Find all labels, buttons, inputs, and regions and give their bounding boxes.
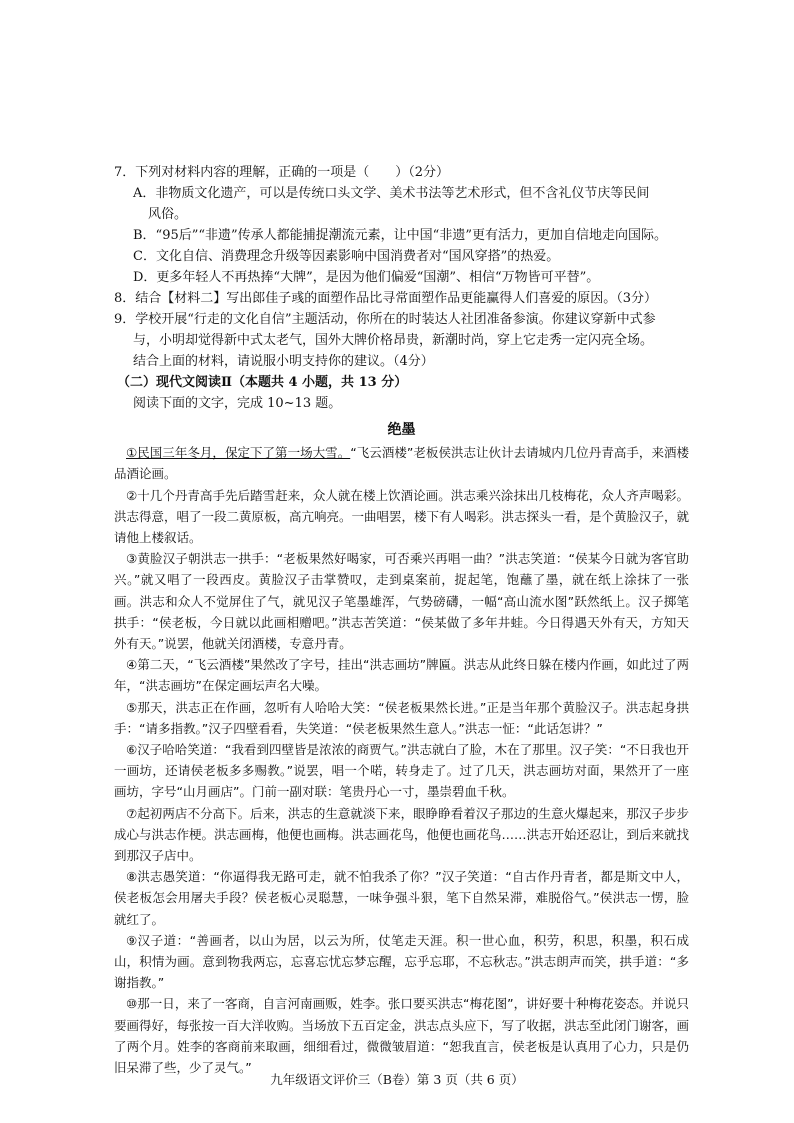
- page-footer: 九年级语文评价三（B卷）第 3 页（共 6 页）: [270, 1072, 524, 1087]
- passage-para-1: [114, 442, 689, 484]
- q7-option-c: C．文化自信、消费理念升级等因素影响中国消费者对“国风穿搭”的热爱。: [133, 249, 560, 264]
- q9-stem-3: 结合上面的材料，请说服小明支持你的建议。（4分）: [133, 354, 434, 369]
- q8-stem: 8．结合【材料二】写出郎佳子彧的面塑作品比寻常面塑作品更能赢得人们喜爱的原因。（3分）: [114, 291, 658, 306]
- passage-para-6: ⑥汉子哈哈笑道：“我看到四壁皆是浓浓的商贾气。”洪志就白了脸，木在了那里。汉子笑：“不日我也开一画坊，还请侯老板多多赐教。”说罢，唱一个喏，转身走了。过了几天，洪志画坊对面，果然开了一座画坊，字号“山月画店”。门前一副对联：笔贵丹心一寸，墨崇碧血千秋。: [114, 742, 689, 800]
- reading-passage: [114, 420, 689, 1078]
- q9-stem-1: 9．学校开展“行走的文化自信”主题活动，你所在的时装达人社团准备参演。你建议穿新中式参: [114, 312, 656, 327]
- q7-option-a: A．非物质文化遗产，可以是传统口头文学、美术书法等艺术形式，但不含礼仪节庆等民间: [133, 186, 650, 201]
- passage-para-5: ⑤那天，洪志正在作画，忽听有人哈哈大笑：“侯老板果然长进。”正是当年那个黄脸汉子。洪志起身拱手：“请多指教。”汉子四壁看看，失笑道：“侯老板果然生意人。”洪志一怔：“此话怎讲？”: [114, 699, 689, 736]
- passage-title: 绝墨: [387, 422, 416, 438]
- q7-option-b: B．“95后”“非遗”传承人都能捕捉潮流元素，让中国“非遗”更有活力，更加自信地走向国际。: [133, 228, 667, 243]
- q9-stem-2: 与，小明却觉得新中式太老气，国外大牌价格昂贵，新潮时尚，穿上它走秀一定闪亮全场。: [133, 333, 654, 348]
- section-instruction: 阅读下面的文字，完成 10~13 题。: [133, 396, 342, 411]
- underlined-sentence: ①民国三年冬月，保定下了第一场大雪。: [126, 445, 351, 461]
- para-1-rest: “飞云酒楼”老板侯洪志让伙计去请城内几位丹青高手，来酒楼品酒论画。: [114, 445, 689, 482]
- q7-option-d: D．更多年轻人不再热捧“大牌”，是因为他们偏爱“国潮”、相信“万物皆可平替”。: [133, 270, 600, 285]
- section-heading: （二）现代文阅读Ⅱ（本题共 4 小题，共 13 分）: [117, 375, 408, 390]
- passage-para-8: ⑧洪志愚笑道：“你逼得我无路可走，就不怕我杀了你？”汉子笑道：“自古作丹青者，都是斯文中人，侯老板怎会用屠夫手段？侯老板心灵聪慧，一味争强斗狠，笔下自然呆滞，难脱俗气。”侯洪志一愣，脸就红了。: [114, 869, 689, 927]
- passage-para-2: ②十几个丹青高手先后踏雪赶来，众人就在楼上饮酒论画。洪志乘兴涂抹出几枝梅花，众人齐声喝彩。洪志得意，唱了一段二黄原板，高亢响亮。一曲唱罢，楼下有人喝彩。洪志探头一看，是个黄脸汉子，就请他上楼叙话。: [114, 487, 690, 546]
- q7-option-a-cont: 风俗。: [148, 207, 188, 222]
- questions-block: [114, 162, 674, 414]
- passage-para-4: ④第二天，“飞云酒楼”果然改了字号，挂出“洪志画坊”牌匾。洪志从此终日躲在楼内作画，如此过了两年，“洪志画坊”在保定画坛声名大噪。: [114, 657, 689, 694]
- passage-para-10: ⑩那一日，来了一客商，自言河南画贩，姓李。张口要买洪志“梅花图”，讲好要十种梅花姿态。并说只要画得好，每张按一百大洋收购。当场放下五百定金，洪志点头应下，写了收据，洪志至此闭门谢客，画了两个月。姓李的客商前来取画，细细看过，微微皱眉道：“恕我直言，侯老板是认真用了心力，只是仍旧呆滞了些，少了灵气。”: [114, 996, 690, 1076]
- passage-para-3: ③黄脸汉子朝洪志一拱手：“老板果然好喝家，可否乘兴再唱一曲？”洪志笑道：“侯某今日就为客官助兴。”就又唱了一段西皮。黄脸汉子击掌赞叹，走到桌案前，捉起笔，饱蘸了墨，就在纸上涂抹了一张画。洪志和众人不觉屏住了气，就见汉子笔墨雄浑，气势磅礴，一幅“高山流水图”跃然纸上。汉子掷笔拱手：“侯老板，今日就以此画相赠吧。”洪志苦笑道：“侯某做了多年井蛙。今日得遇天外有天，方知天外有天。”说罢，他就关闭酒楼，专意丹青。: [114, 551, 689, 652]
- q7-stem: 7．下列对材料内容的理解，正确的一项是（ ）（2分）: [114, 165, 450, 180]
- passage-para-9: ⑨汉子道：“善画者，以山为居，以云为所，仗笔走天涯。积一世心血，积劳，积思，积墨，积石成山，积情为画。意到物我两忘，忘喜忘忧忘梦忘醒，忘乎忘耶，不忘秋志。”洪志朗声而笑，拱手道：“多谢指教。”: [114, 932, 689, 991]
- passage-para-7: ⑦起初两店不分高下。后来，洪志的生意就淡下来，眼睁睁看着汉子那边的生意火爆起来，那汉子步步成心与洪志作梗。洪志画梅，他便也画梅。洪志画花鸟，他便也画花鸟……洪志开始还忍让，到后来就找到那汉子店中。: [114, 805, 690, 864]
